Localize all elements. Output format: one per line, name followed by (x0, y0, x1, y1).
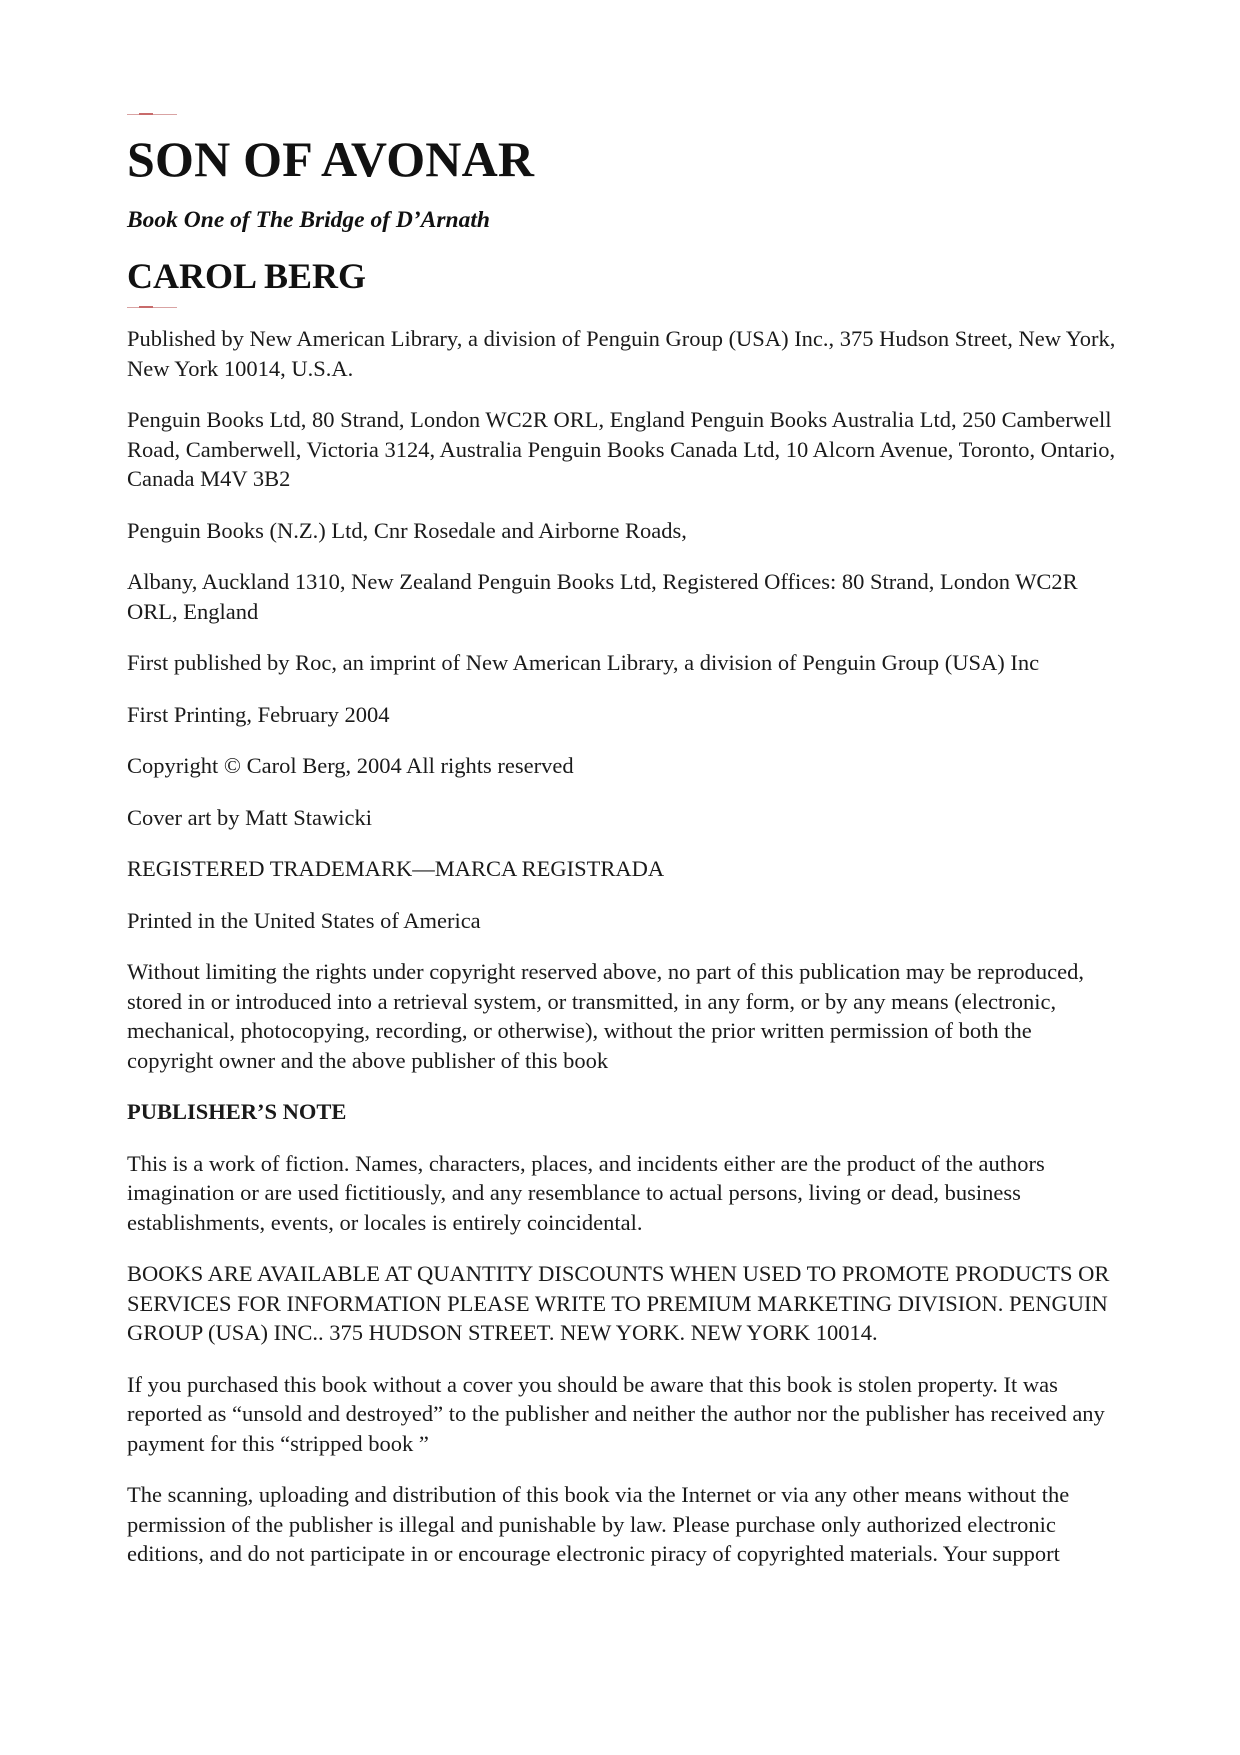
registered-offices: Albany, Auckland 1310, New Zealand Penguin Books Ltd, Registered Offices: 80 Strand, London WC2R ORL, England (127, 569, 1078, 624)
decorative-rule (127, 112, 177, 117)
publishers-note-heading: PUBLISHER’S NOTE (127, 1099, 347, 1124)
rights-notice: Without limiting the rights under copyright reserved above, no part of this publication may be reproduced, stored in or introduced into a retrieval system, or transmitted, in any form, or by any means (electronic, mechanical, photocopying, recording, or otherwise), without the prior written permission of both the copyright owner and the above publisher of this book (127, 959, 1084, 1073)
fiction-disclaimer: This is a work of fiction. Names, characters, places, and incidents either are the product of the authors imagination or are used fictitiously, and any resemblance to actual persons, living or dead, business establishments, events, or locales is entirely coincidental. (127, 1150, 1045, 1235)
trademark-line: REGISTERED TRADEMARK—MARCA REGISTRADA (127, 856, 665, 881)
publisher-address: Published by New American Library, a division of Penguin Group (USA) Inc., 375 Hudson Street, New York, New York 10014, U.S.A. (127, 326, 1116, 381)
decorative-rule (127, 305, 177, 310)
piracy-notice: The scanning, uploading and distribution of this book via the Internet or via any other means without the permission of the publisher is illegal and punishable by law. Please purchase only authorized electronic editions, and do not participate in or encourage electronic piracy of copyrighted materials. Your support (127, 1482, 1070, 1566)
quantity-discounts: BOOKS ARE AVAILABLE AT QUANTITY DISCOUNTS WHEN USED TO PROMOTE PRODUCTS OR SERVICES FOR INFORMATION PLEASE WRITE TO PREMIUM MARKETING DIVISION. PENGUIN GROUP (USA) INC.. 375 HUDSON STREET. NEW YORK. NEW YORK 10014. (127, 1261, 1110, 1345)
stripped-book-notice: If you purchased this book without a cover you should be aware that this book is stolen property. It was reported as “unsold and destroyed” to the publisher and neither the author nor the publisher has received any payment for this “stripped book ” (127, 1371, 1105, 1456)
document-page (127, 112, 1117, 1591)
first-published: First published by Roc, an imprint of New American Library, a division of Penguin Group (USA) Inc (127, 650, 1040, 675)
book-title: SON OF AVONAR (127, 131, 535, 187)
author-name: CAROL BERG (127, 256, 367, 296)
book-subtitle: Book One of The Bridge of D’Arnath (127, 207, 490, 233)
international-offices: Penguin Books Ltd, 80 Strand, London WC2R ORL, England Penguin Books Australia Ltd, 250 Camberwell Road, Camberwell, Victoria 3124, Australia Penguin Books Canada Ltd, 10 Alcorn Avenue, Toronto, Ontario, Canada M4V 3B2 (127, 407, 1116, 491)
first-printing: First Printing, February 2004 (127, 701, 390, 727)
printed-in: Printed in the United States of America (127, 907, 481, 933)
copyright-line: Copyright © Carol Berg, 2004 All rights reserved (127, 753, 574, 778)
cover-art-credit: Cover art by Matt Stawicki (127, 804, 372, 830)
nz-office: Penguin Books (N.Z.) Ltd, Cnr Rosedale and Airborne Roads, (127, 517, 687, 543)
